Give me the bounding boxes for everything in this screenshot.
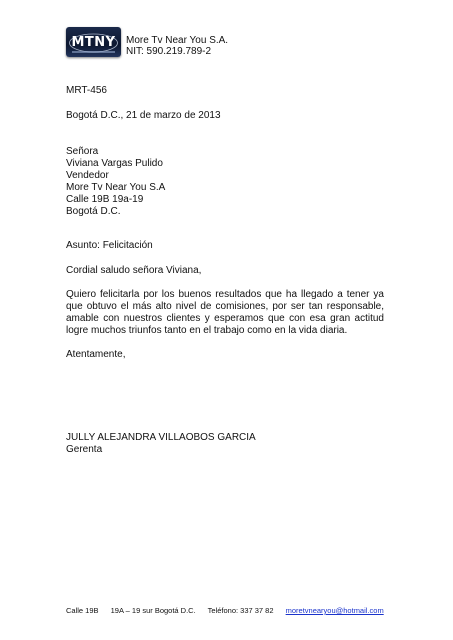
recipient-address: Calle 19B 19a-19 bbox=[66, 194, 144, 205]
footer bbox=[66, 606, 384, 616]
reference-number: MRT-456 bbox=[66, 85, 107, 96]
signature-block bbox=[66, 432, 256, 456]
company-nit: NIT: 590.219.789-2 bbox=[126, 46, 212, 57]
date-line: Bogotá D.C., 21 de marzo de 2013 bbox=[66, 110, 221, 121]
greeting: Cordial saludo señora Viviana, bbox=[66, 265, 202, 276]
signer-title: Gerenta bbox=[66, 444, 103, 455]
recipient-company: More Tv Near You S.A bbox=[66, 182, 166, 193]
logo-text: MTNY bbox=[71, 35, 116, 50]
footer-address: 19A – 19 sur Bogotá D.C. bbox=[110, 606, 196, 615]
company-logo bbox=[66, 27, 121, 57]
body-paragraph: Quiero felicitarla por los buenos resultados que ha llegado a tener ya que obtuvo el más alto nivel de comisiones, por ser tan responsable, amable con nuestros clientes y esperamos que con esa gran actitud logre muchos triunfos tanto en el trabajo como en la vida diaria. bbox=[66, 289, 384, 336]
recipient-block bbox=[66, 146, 165, 218]
footer-street: Calle 19B bbox=[66, 606, 99, 615]
subject-line: Asunto: Felicitación bbox=[66, 240, 153, 251]
recipient-salutation: Señora bbox=[66, 146, 99, 157]
recipient-position: Vendedor bbox=[66, 170, 109, 181]
footer-email-link[interactable]: moretvnearyou@hotmail.com bbox=[285, 606, 384, 615]
company-header bbox=[126, 35, 228, 57]
footer-phone: Teléfono: 337 37 82 bbox=[207, 606, 274, 615]
recipient-name: Viviana Vargas Pulido bbox=[66, 158, 163, 169]
recipient-city: Bogotá D.C. bbox=[66, 206, 121, 217]
company-name: More Tv Near You S.A. bbox=[126, 35, 229, 46]
closing: Atentamente, bbox=[66, 349, 126, 360]
signer-name: JULLY ALEJANDRA VILLAOBOS GARCIA bbox=[66, 432, 256, 443]
